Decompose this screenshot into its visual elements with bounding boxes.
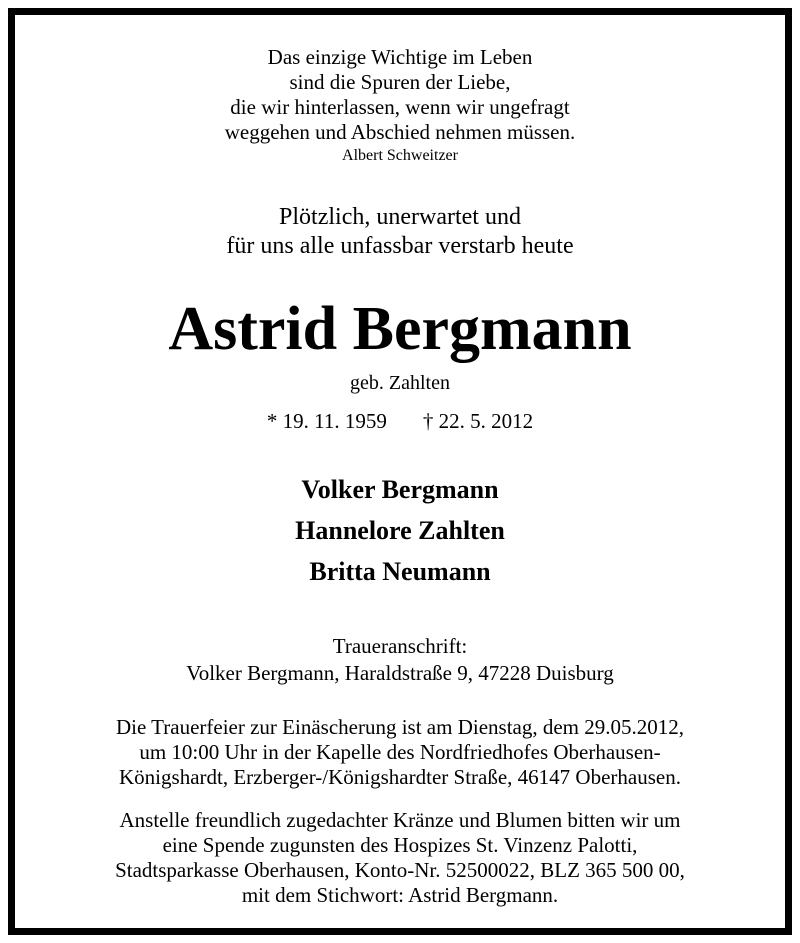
deceased-name: Astrid Bergmann	[168, 295, 632, 363]
mourner-name: Hannelore Zahlten	[295, 516, 505, 545]
ceremony-line: Königshardt, Erzberger-/Königshardter Straße, 46147 Oberhausen.	[119, 765, 681, 789]
ceremony-notice	[15, 715, 785, 790]
quote-line: weggehen und Abschied nehmen müssen.	[224, 120, 576, 144]
ceremony-line: Die Trauerfeier zur Einäscherung ist am Dienstag, dem 29.05.2012,	[115, 715, 685, 739]
death-date: † 22. 5. 2012	[422, 409, 534, 433]
quote-line: sind die Spuren der Liebe,	[289, 70, 511, 94]
mourning-address	[15, 633, 785, 687]
announcement-intro	[15, 203, 785, 261]
mourner-name: Britta Neumann	[309, 557, 491, 586]
mourners-list	[15, 469, 785, 592]
quote-block	[15, 45, 785, 167]
quote-line: die wir hinterlassen, wenn wir ungefragt	[230, 95, 570, 119]
obituary-frame	[8, 8, 792, 935]
ceremony-line: um 10:00 Uhr in der Kapelle des Nordfriedhofes Oberhausen-	[139, 740, 661, 764]
donation-line: Stadtsparkasse Oberhausen, Konto-Nr. 52500022, BLZ 365 500 00,	[115, 858, 685, 882]
life-dates	[15, 408, 785, 434]
quote-line: Das einzige Wichtige im Leben	[267, 45, 533, 69]
donation-line: mit dem Stichwort: Astrid Bergmann.	[241, 883, 559, 907]
donation-line: Anstelle freundlich zugedachter Kränze und Blumen bitten wir um	[119, 808, 681, 832]
mourner-name: Volker Bergmann	[301, 475, 499, 504]
birth-name: geb. Zahlten	[350, 372, 450, 394]
quote-author: Albert Schweitzer	[342, 147, 458, 164]
donation-notice	[15, 808, 785, 908]
address-label: Traueranschrift:	[332, 634, 468, 658]
address-value: Volker Bergmann, Haraldstraße 9, 47228 Duisburg	[186, 661, 614, 685]
birth-date: * 19. 11. 1959	[266, 409, 387, 433]
intro-line: für uns alle unfassbar verstarb heute	[226, 233, 574, 259]
donation-line: eine Spende zugunsten des Hospizes St. Vinzenz Palotti,	[162, 833, 638, 857]
obituary-content	[15, 15, 785, 928]
intro-line: Plötzlich, unerwartet und	[279, 204, 521, 230]
